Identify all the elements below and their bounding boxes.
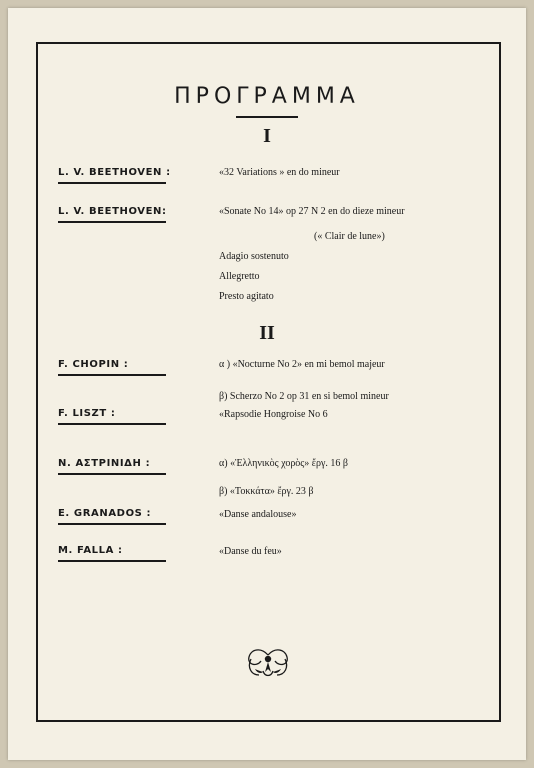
composer-falla: M. FALLA : <box>58 545 123 556</box>
movement-allegretto: Allegretto <box>219 271 260 282</box>
composer-chopin: F. CHOPIN : <box>58 359 129 370</box>
composer-beethoven-2: L. V. BEETHOVEN: <box>58 206 167 217</box>
composer-underline <box>58 560 166 562</box>
title-underline <box>236 116 298 118</box>
composer-underline <box>58 473 166 475</box>
piece-danse-du-feu: «Danse du feu» <box>219 546 282 557</box>
composer-granados: E. GRANADOS : <box>58 508 152 519</box>
part-one-numeral: I <box>263 125 271 147</box>
floral-ornament-icon <box>243 645 293 683</box>
composer-underline <box>58 221 166 223</box>
composer-underline <box>58 523 166 525</box>
piece-nocturne: α ) «Nocturne No 2» en mi bemol majeur <box>219 359 385 370</box>
composer-underline <box>58 374 166 376</box>
movement-adagio: Adagio sostenuto <box>219 251 289 262</box>
composer-liszt: F. LISZT : <box>58 408 116 419</box>
movement-presto: Presto agitato <box>219 291 274 302</box>
part-two-numeral: II <box>259 322 275 344</box>
piece-toccata: β) «Τοκκάτα» ἔργ. 23 β <box>219 486 314 497</box>
composer-astrinidi: Ν. ΑΣΤΡΙΝΙΔΗ : <box>58 458 151 469</box>
piece-sonate-14: «Sonate No 14» op 27 N 2 en do dieze mineur <box>219 206 405 217</box>
piece-rapsodie: «Rapsodie Hongroise No 6 <box>219 409 328 420</box>
composer-underline <box>58 182 166 184</box>
piece-choros: α) «Ἑλληνικὸς χορὸς» ἔργ. 16 β <box>219 458 348 469</box>
composer-beethoven-1: L. V. BEETHOVEN : <box>58 167 171 178</box>
program-title: ΠΡΟΓΡΑΜΜΑ <box>174 84 360 109</box>
composer-underline <box>58 423 166 425</box>
piece-clair-de-lune: (« Clair de lune») <box>314 231 385 242</box>
piece-danse-andalouse: «Danse andalouse» <box>219 509 297 520</box>
piece-scherzo: β) Scherzo No 2 op 31 en si bemol mineur <box>219 391 389 402</box>
piece-32-variations: «32 Variations » en do mineur <box>219 167 340 178</box>
